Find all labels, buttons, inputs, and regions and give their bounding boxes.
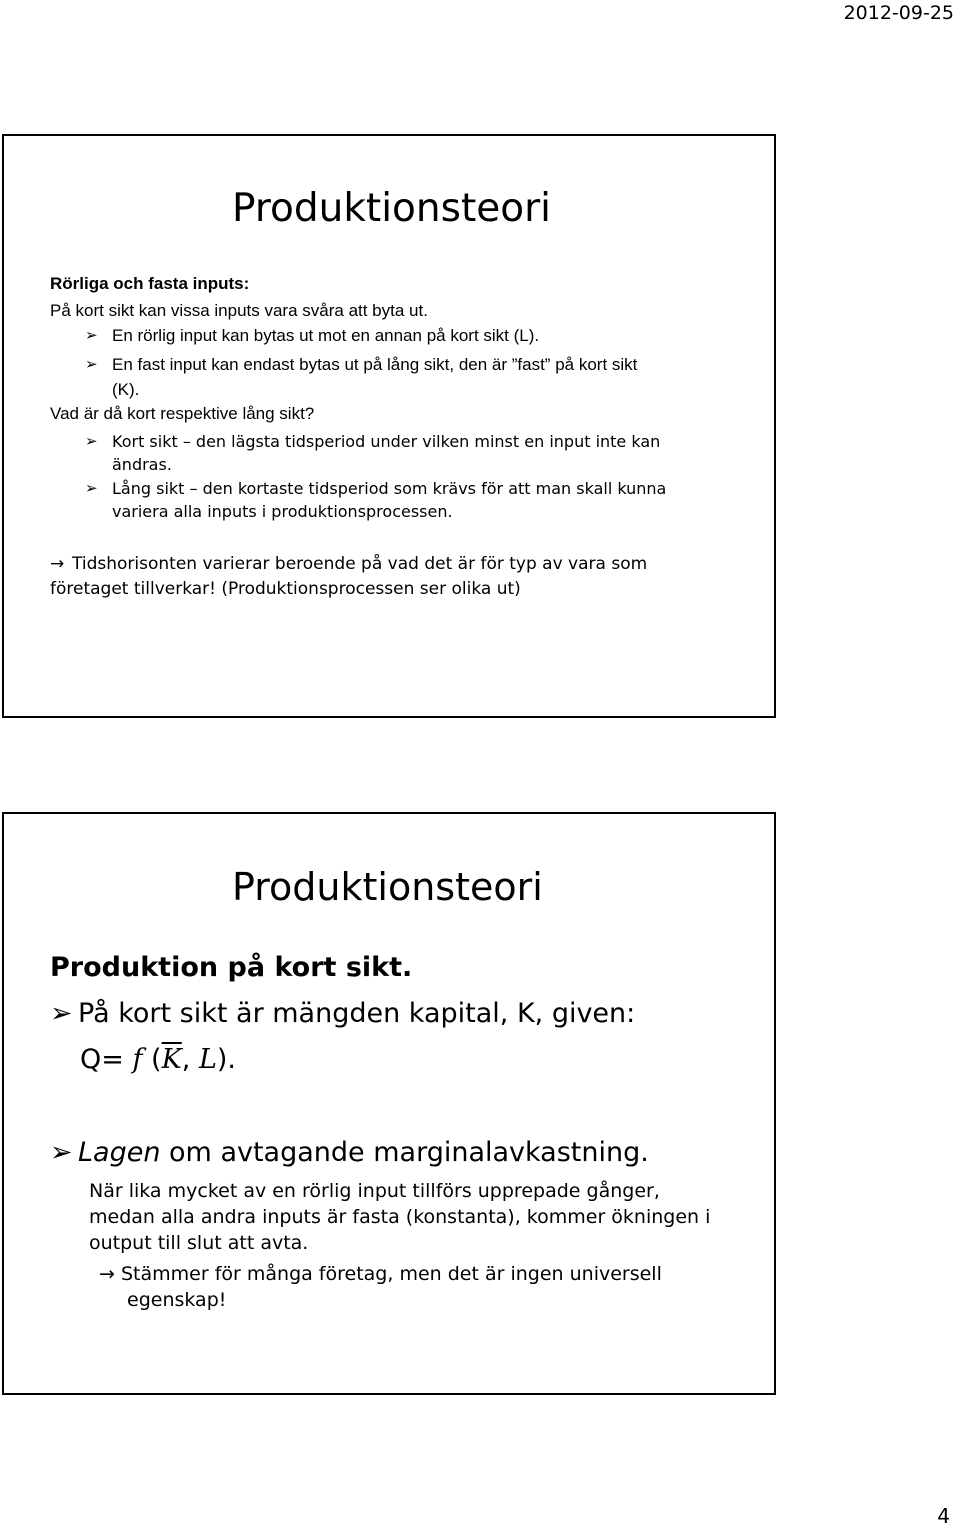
slide-1-bullet-2-line-2: (K). — [112, 380, 140, 399]
arrow-bullet-icon: ➢ — [85, 432, 98, 450]
formula-separator: , — [181, 1044, 199, 1075]
slide-2-heading: Produktion på kort sikt. — [50, 952, 413, 983]
slide-1-title: Produktionsteori — [232, 186, 551, 231]
slide-1-intro: På kort sikt kan vissa inputs vara svåra att byta ut. — [50, 301, 428, 320]
formula-function: f — [132, 1044, 143, 1075]
slide-1-heading: Rörliga och fasta inputs: — [50, 274, 250, 293]
slide-2 — [2, 812, 776, 1395]
slide-2-title: Produktionsteori — [232, 865, 543, 909]
slide-1-bullet-2-line-1: En fast input kan endast bytas ut på lång sikt, den är ”fast” på kort sikt — [112, 355, 638, 374]
slide-1-bullet-4-line-1: Lång sikt – den kortaste tidsperiod som krävs för att man skall kunna — [112, 479, 667, 498]
slide-1-subheading: Vad är då kort respektive lång sikt? — [50, 404, 315, 423]
formula-capital: $\overline{K}$ — [161, 1044, 182, 1075]
slide-1 — [2, 134, 776, 718]
slide-2-paragraph-line-3: output till slut att avta. — [89, 1232, 309, 1254]
arrow-bullet-icon: ➢ — [85, 479, 98, 497]
formula-labor: L — [198, 1044, 217, 1075]
formula-prefix: Q= — [80, 1044, 133, 1075]
slide-2-bullet-2-italic: Lagen — [78, 1137, 161, 1168]
arrow-bullet-icon: ➢ — [85, 326, 98, 344]
formula-open: ( — [142, 1044, 162, 1075]
slide-1-bullet-4-line-2: variera alla inputs i produktionsprocessen. — [112, 502, 453, 521]
slide-1-bullet-3-line-1: Kort sikt – den lägsta tidsperiod under vilken minst en input inte kan — [112, 432, 661, 451]
slide-2-paragraph-line-2: medan alla andra inputs är fasta (konstanta), kommer ökningen i — [89, 1206, 711, 1228]
arrow-bullet-icon: ➢ — [50, 998, 73, 1029]
slide-2-formula — [80, 1044, 236, 1075]
slide-1-conclusion-line-2: företaget tillverkar! (Produktionsprocessen ser olika ut) — [50, 579, 521, 599]
arrow-bullet-icon: ➢ — [50, 1137, 73, 1168]
slide-2-paragraph-line-1: När lika mycket av en rörlig input tillförs upprepade gånger, — [89, 1180, 660, 1202]
slide-1-bullet-1: En rörlig input kan bytas ut mot en annan på kort sikt (L). — [112, 326, 540, 345]
slide-2-bullet-2 — [78, 1137, 649, 1168]
header-date: 2012-09-25 — [843, 2, 954, 24]
slide-1-bullet-3-line-2: ändras. — [112, 455, 172, 474]
slide-2-bullet-1: På kort sikt är mängden kapital, K, given: — [78, 998, 636, 1029]
slide-2-note-line-2: egenskap! — [127, 1289, 227, 1311]
formula-close: ). — [216, 1044, 236, 1075]
arrow-bullet-icon: ➢ — [85, 355, 98, 373]
slide-1-conclusion-line-1: Tidshorisonten varierar beroende på vad det är för typ av vara som — [72, 554, 648, 574]
slide-2-note-line-1: Stämmer för många företag, men det är ingen universell — [121, 1263, 662, 1285]
page-number: 4 — [937, 1504, 950, 1528]
right-arrow-icon: → — [99, 1263, 115, 1285]
right-arrow-icon: → — [50, 554, 65, 574]
slide-2-bullet-2-rest: om avtagande marginalavkastning. — [160, 1137, 649, 1168]
